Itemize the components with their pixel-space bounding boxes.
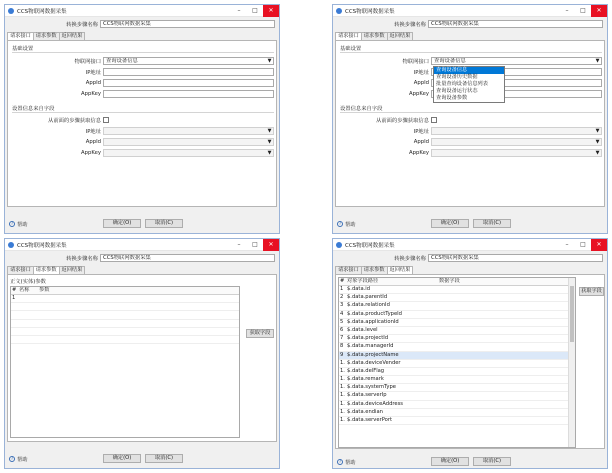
- help-label: 帮助: [17, 457, 28, 463]
- field-path-cell[interactable]: $.data.id: [347, 286, 371, 292]
- maximize-icon[interactable]: □: [580, 6, 586, 14]
- from-field-heading: 设置信息来自字段: [12, 106, 55, 112]
- tab-request-interface[interactable]: 请求接口: [335, 266, 362, 274]
- ip-label: IP地址: [413, 70, 429, 76]
- iot-interface-select[interactable]: [103, 57, 274, 65]
- data-field-cell[interactable]: [439, 409, 499, 416]
- field-path-cell[interactable]: $.data.relationId: [347, 302, 390, 309]
- table-row[interactable]: [339, 401, 575, 409]
- appid-field-label: AppId: [85, 139, 101, 145]
- body-params-heading: 正文(实体)参数: [10, 279, 46, 285]
- app-icon: [336, 242, 342, 248]
- row-number: 6: [340, 326, 344, 333]
- help-label: 帮助: [345, 222, 356, 228]
- from-field-heading: 设置信息来自字段: [340, 106, 383, 112]
- table-row[interactable]: [11, 311, 239, 319]
- row-number: 8: [340, 343, 344, 350]
- tab-return-result[interactable]: 返回结果: [387, 32, 414, 40]
- table-row[interactable]: [339, 327, 575, 335]
- from-prev-step-checkbox[interactable]: [431, 117, 437, 123]
- appid-input[interactable]: [103, 79, 274, 87]
- data-field-cell[interactable]: [439, 343, 499, 350]
- table-row[interactable]: [339, 392, 575, 400]
- data-field-cell[interactable]: [439, 368, 499, 375]
- field-path-cell[interactable]: $.data.serverIp: [347, 392, 387, 399]
- chevron-down-icon: ▼: [267, 128, 272, 134]
- column-header: #: [12, 287, 17, 293]
- field-path-cell[interactable]: $.data.productTypeId: [347, 310, 402, 317]
- dialog-window-request-params: [4, 238, 280, 469]
- data-field-cell[interactable]: [439, 417, 499, 424]
- dialog-window-return-result: [332, 238, 608, 469]
- ip-field-label: IP地址: [413, 129, 429, 135]
- title-bar: [5, 239, 279, 251]
- tab-request-params[interactable]: 请求参数: [33, 266, 60, 274]
- row-number: 1.: [340, 400, 345, 407]
- step-name-input[interactable]: CCS物联网数据采集: [100, 254, 275, 262]
- field-path-cell[interactable]: $.data.projectId: [347, 335, 389, 342]
- data-field-cell[interactable]: [439, 335, 499, 342]
- table-header: [339, 278, 575, 286]
- appkey-label: AppKey: [81, 91, 101, 97]
- step-name-input[interactable]: CCS物联网数据采集: [428, 20, 603, 28]
- table-row[interactable]: [339, 294, 575, 302]
- appid-label: AppId: [413, 80, 429, 86]
- table-row[interactable]: [339, 384, 575, 392]
- ip-input[interactable]: [103, 68, 274, 76]
- help-button[interactable]: [9, 455, 28, 463]
- basic-settings-heading: 基础设置: [340, 46, 362, 52]
- appkey-field-label: AppKey: [409, 150, 429, 156]
- field-path-cell[interactable]: $.data.projectName: [347, 351, 399, 358]
- chevron-down-icon: ▼: [595, 150, 600, 156]
- appkey-label: AppKey: [409, 91, 429, 97]
- window-title: CCS物联网数据采集: [17, 242, 67, 249]
- dropdown-option[interactable]: 查询设备运行状态: [436, 88, 478, 94]
- table-row[interactable]: [339, 286, 575, 294]
- param-cell[interactable]: [39, 295, 69, 302]
- from-prev-step-label: 从前面的步骤获取信息: [48, 118, 101, 124]
- table-row[interactable]: [339, 409, 575, 417]
- dialog-window-request-interface: [4, 4, 280, 234]
- row-number: 1.: [340, 392, 345, 399]
- iot-interface-label: 物联网接口: [402, 59, 429, 65]
- dropdown-option[interactable]: 批量查询设备信息列表: [436, 81, 488, 87]
- return-fields-rows: [339, 286, 575, 425]
- app-icon: [336, 8, 342, 14]
- column-header: 数据字段: [439, 278, 460, 284]
- dialog-window-interface-dropdown: [332, 4, 608, 234]
- table-row[interactable]: [339, 368, 575, 376]
- row-number: 1.: [340, 408, 345, 415]
- data-field-cell[interactable]: [439, 319, 499, 326]
- tab-request-params[interactable]: 请求参数: [361, 32, 388, 40]
- ip-label: IP地址: [85, 70, 101, 76]
- table-row[interactable]: [339, 417, 575, 425]
- tab-request-interface[interactable]: 请求接口: [335, 32, 362, 40]
- ok-button[interactable]: 确定(O): [103, 454, 141, 463]
- title-bar: [333, 239, 607, 251]
- field-path-cell[interactable]: $.data.applicationId: [347, 318, 399, 325]
- minimize-icon[interactable]: –: [565, 6, 569, 14]
- column-header: #: [340, 278, 345, 284]
- get-fields-button[interactable]: 获取字段: [579, 287, 604, 296]
- appid-field-label: AppId: [413, 139, 429, 145]
- app-icon: [8, 8, 14, 14]
- ok-button[interactable]: 确定(O): [431, 219, 469, 228]
- step-name-label: 转换步骤名称: [394, 22, 426, 28]
- row-number: 4: [340, 310, 344, 317]
- data-field-cell[interactable]: [439, 286, 499, 293]
- from-prev-step-label: 从前面的步骤获取信息: [376, 118, 429, 124]
- data-field-cell[interactable]: [439, 352, 499, 359]
- chevron-down-icon: ▼: [267, 58, 272, 64]
- chevron-down-icon: ▼: [267, 139, 272, 145]
- vertical-scrollbar[interactable]: [568, 278, 575, 447]
- field-path-cell[interactable]: $.data.systemType: [347, 384, 396, 391]
- column-header: 名称: [19, 287, 30, 293]
- row-number: 9: [340, 351, 344, 358]
- field-path-cell[interactable]: $.data.managerId: [347, 343, 394, 350]
- step-name-label: 转换步骤名称: [394, 256, 426, 262]
- basic-settings-heading: 基础设置: [12, 46, 34, 52]
- iot-interface-dropdown-list: [433, 66, 505, 103]
- cancel-button[interactable]: 取消(C): [473, 219, 511, 228]
- table-row[interactable]: [11, 295, 239, 303]
- iot-interface-value: 查询设备信息: [434, 58, 466, 64]
- window-title: CCS物联网数据采集: [345, 8, 395, 15]
- table-header: [11, 287, 239, 295]
- data-field-cell[interactable]: [439, 376, 499, 383]
- field-path-cell[interactable]: $.data.serverPort: [347, 417, 392, 423]
- data-field-cell[interactable]: [439, 360, 499, 367]
- tab-return-result[interactable]: 返回结果: [59, 266, 86, 274]
- ip-field-select[interactable]: [431, 127, 602, 135]
- appkey-input[interactable]: [103, 90, 274, 98]
- title-bar: [5, 5, 279, 17]
- appid-field-select[interactable]: [103, 138, 274, 146]
- tab-request-interface[interactable]: 请求接口: [7, 32, 34, 40]
- field-path-cell[interactable]: $.data.endian: [347, 408, 383, 415]
- data-field-cell[interactable]: [439, 311, 499, 318]
- appkey-field-select[interactable]: [431, 149, 602, 157]
- column-header: 参数: [39, 287, 50, 293]
- data-field-cell[interactable]: [439, 401, 499, 408]
- help-button[interactable]: [337, 458, 356, 466]
- scrollbar-thumb[interactable]: [570, 286, 574, 342]
- help-button[interactable]: [337, 220, 356, 228]
- tab-panel: [335, 40, 605, 207]
- step-name-label: 转换步骤名称: [66, 22, 98, 28]
- help-button[interactable]: [9, 220, 28, 228]
- chevron-down-icon: ▼: [595, 139, 600, 145]
- table-row[interactable]: [339, 343, 575, 351]
- row-number: 1.: [340, 359, 345, 366]
- table-row[interactable]: [339, 302, 575, 310]
- data-field-cell[interactable]: [439, 302, 499, 309]
- chevron-down-icon: ▼: [595, 128, 600, 134]
- help-label: 帮助: [17, 222, 28, 228]
- maximize-icon[interactable]: □: [580, 240, 586, 248]
- table-row[interactable]: [339, 335, 575, 343]
- name-cell[interactable]: [19, 295, 39, 302]
- table-row[interactable]: [339, 311, 575, 319]
- appid-field-select[interactable]: [431, 138, 602, 146]
- tab-panel: [335, 274, 605, 449]
- data-field-cell[interactable]: [439, 392, 499, 399]
- row-number: 1.: [340, 376, 345, 383]
- window-title: CCS物联网数据采集: [345, 242, 395, 249]
- help-icon: ?: [10, 221, 14, 226]
- row-number: 1.: [340, 384, 345, 391]
- ok-button[interactable]: 确定(O): [431, 457, 469, 466]
- field-path-cell[interactable]: $.data.delFlag: [347, 367, 385, 374]
- help-icon: ?: [10, 456, 14, 461]
- row-number: 3: [340, 302, 344, 309]
- appkey-field-label: AppKey: [81, 150, 101, 156]
- table-row[interactable]: [11, 328, 239, 336]
- cancel-button[interactable]: 取消(C): [145, 219, 183, 228]
- row-number: 1.: [340, 417, 345, 423]
- field-path-cell[interactable]: $.data.level: [347, 326, 378, 333]
- tab-panel: [7, 40, 277, 207]
- minimize-icon[interactable]: –: [565, 240, 569, 248]
- ip-field-label: IP地址: [85, 129, 101, 135]
- dropdown-option[interactable]: 查询设备信息: [434, 67, 504, 74]
- appid-label: AppId: [85, 80, 101, 86]
- help-icon: ?: [338, 221, 342, 226]
- step-name-input[interactable]: CCS物联网数据采集: [428, 254, 603, 262]
- close-icon[interactable]: ✕: [591, 239, 607, 251]
- tab-request-params[interactable]: 请求参数: [361, 266, 388, 274]
- window-title: CCS物联网数据采集: [17, 8, 67, 15]
- table-row[interactable]: [11, 320, 239, 328]
- minimize-icon[interactable]: –: [237, 6, 241, 14]
- body-params-table: [10, 286, 240, 438]
- close-icon[interactable]: ✕: [263, 239, 279, 251]
- row-number: 1: [340, 286, 344, 292]
- tab-panel: [7, 274, 277, 442]
- help-icon: ?: [338, 459, 342, 464]
- maximize-icon[interactable]: □: [252, 240, 258, 248]
- row-number: 1: [12, 295, 16, 301]
- ok-button[interactable]: 确定(O): [103, 219, 141, 228]
- table-row[interactable]: [11, 303, 239, 311]
- data-field-cell[interactable]: [439, 294, 499, 301]
- dropdown-option[interactable]: 查询设备参数: [436, 95, 468, 101]
- close-icon[interactable]: ✕: [591, 5, 607, 17]
- row-number: 1.: [340, 367, 345, 374]
- iot-interface-value: 查询设备信息: [106, 58, 138, 64]
- from-prev-step-checkbox[interactable]: [103, 117, 109, 123]
- table-row[interactable]: [11, 336, 239, 344]
- minimize-icon[interactable]: –: [237, 240, 241, 248]
- row-number: 7: [340, 335, 344, 342]
- table-row[interactable]: [339, 319, 575, 327]
- field-path-cell[interactable]: $.data.deviceAddress: [347, 400, 403, 407]
- dropdown-option[interactable]: 查询设备历史数据: [436, 74, 478, 80]
- row-number: 5: [340, 318, 344, 325]
- tab-return-result[interactable]: 返回结果: [387, 266, 414, 274]
- step-name-input[interactable]: CCS物联网数据采集: [100, 20, 275, 28]
- get-fields-button[interactable]: 获取字段: [246, 329, 274, 338]
- step-name-label: 转换步骤名称: [66, 256, 98, 262]
- title-bar: [333, 5, 607, 17]
- tab-return-result[interactable]: 返回结果: [59, 32, 86, 40]
- row-number: 2: [340, 294, 344, 301]
- table-row[interactable]: [339, 352, 575, 360]
- field-path-cell[interactable]: $.data.remark: [347, 376, 384, 383]
- iot-interface-label: 物联网接口: [74, 59, 101, 65]
- cancel-button[interactable]: 取消(C): [145, 454, 183, 463]
- close-icon[interactable]: ✕: [263, 5, 279, 17]
- return-fields-table: [338, 277, 576, 448]
- cancel-button[interactable]: 取消(C): [473, 457, 511, 466]
- chevron-down-icon: ▼: [595, 58, 600, 64]
- chevron-down-icon: ▼: [267, 150, 272, 156]
- field-path-cell[interactable]: $.data.deviceVender: [347, 359, 401, 366]
- app-icon: [8, 242, 14, 248]
- help-label: 帮助: [345, 460, 356, 466]
- tab-request-params[interactable]: 请求参数: [33, 32, 60, 40]
- tab-request-interface[interactable]: 请求接口: [7, 266, 34, 274]
- field-path-cell[interactable]: $.data.parentId: [347, 294, 388, 301]
- maximize-icon[interactable]: □: [252, 6, 258, 14]
- ip-field-select[interactable]: [103, 127, 274, 135]
- appkey-field-select[interactable]: [103, 149, 274, 157]
- table-row[interactable]: [339, 376, 575, 384]
- column-header: 对象字段路径: [347, 278, 379, 284]
- table-row[interactable]: [339, 360, 575, 368]
- data-field-cell[interactable]: [439, 327, 499, 334]
- data-field-cell[interactable]: [439, 384, 499, 391]
- iot-interface-select[interactable]: [431, 57, 602, 65]
